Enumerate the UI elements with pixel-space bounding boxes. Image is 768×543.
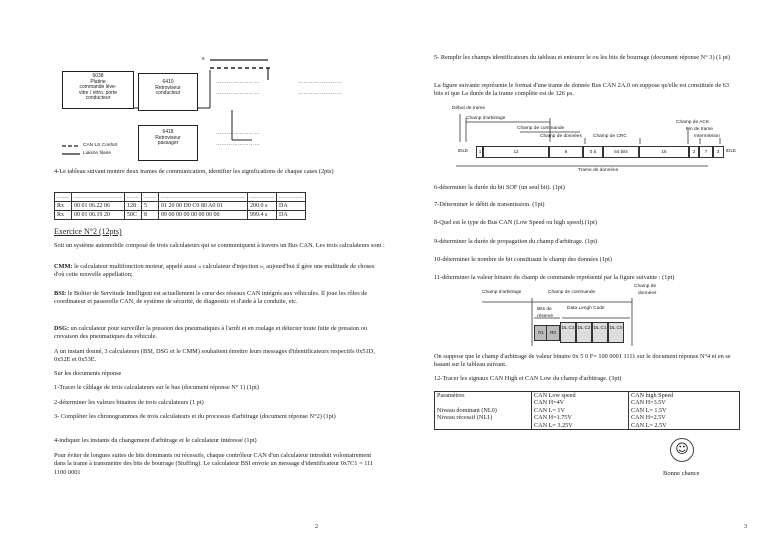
trace-cell: 50C [125, 211, 142, 220]
module-6410-line2: Retroviseur [155, 84, 181, 91]
dsg-paragraph [54, 325, 386, 342]
module-6038-line5: conducteur [85, 95, 111, 102]
label-fin-trame: Fin de trame [686, 127, 713, 132]
param-row [435, 392, 740, 430]
label-champ-donnees: Champ de données [540, 134, 582, 139]
cmd-cell-dlc1: DL C1 [592, 322, 608, 343]
high-speed-header: CAN high Speed [631, 392, 674, 399]
module-6418 [138, 125, 198, 161]
label-champ-commande: Champ de commande [517, 126, 565, 131]
trace-row [55, 211, 306, 220]
cmm-label: CMM: [54, 263, 73, 270]
param-col-labels [435, 392, 532, 430]
trace-header-row [55, 193, 306, 202]
trace-cell: Rx [55, 202, 72, 211]
dsg-text: un calculateur pour surveiller la pression des pneumatiques à l'arrêt et en roulage et détecter toute fuite de pression ou crevaison des pneumatiques du véhicule. [54, 325, 368, 341]
module-6418-line2: Retroviseur [155, 134, 181, 141]
suppose-paragraph: On suppose que le champ d'arbitrage de valeur binaire 0x 5 0 F= 100 0001 1111 sur le document réponse N°4 et en se basant sur le tableau suivant. [434, 353, 731, 369]
module-6410 [138, 73, 198, 111]
param-label-dominant: Niveau dominant (NL0) [437, 406, 497, 414]
frame-cell-crc: 16 [638, 146, 690, 158]
frame-intro: La figure suivante représente le format d'une trame de donnée Bus CAN 2A.0 on suppose qu'elle est constituée de 63 bits et que La durée de la trame complète est de 126 μs. [434, 82, 729, 98]
module-6038-line3: commande lève- [79, 84, 117, 91]
trace-cell: DA [277, 202, 306, 211]
trace-cell: 01 20 00 D0 C0 80 A0 01 [159, 202, 248, 211]
intro-paragraph: Soit un système automobile composé de trois calculateurs qui se communiquent à travers un Bus CAN. Les trois calculateurs sont : [54, 242, 385, 249]
parameter-table [434, 391, 740, 430]
trace-cell: Rx [55, 211, 72, 220]
trace-header-cell: …… [142, 193, 159, 202]
low-speed-value: CAN H=1.75V [534, 414, 572, 422]
label-champ-arbitrage: Champ d'arbitrage [466, 116, 506, 121]
module-6038-line4: vitre / rétro. porte [78, 89, 118, 96]
cmm-text: le calculateur multifonction moteur, appelé aussi « calculateur d'injection », aujourd'hui il gère une multitude de choses d'où cette nouvelle appellation; [54, 263, 375, 279]
low-speed-header: CAN Low speed [534, 392, 576, 399]
cmd-cell-dlc3: DL C3 [560, 322, 576, 343]
frame-cell-idle-end: IDLE [725, 148, 737, 153]
label-debut-trame: Début de trame [452, 106, 486, 111]
cmd-cell-r1: R1 [534, 325, 548, 341]
question-7: 7-Déterminer le débit de transmission. (1pt) [434, 201, 545, 208]
dots-6: …………………… [216, 141, 260, 147]
cmd-label-donnees-1: Champ de [634, 284, 657, 289]
question-6: 6-déterminer la durée du bit SOF (un seul bit). (1pt) [434, 184, 565, 191]
trace-cell: 999.4 s [248, 211, 277, 220]
high-speed-value: CAN H=3.5V [631, 399, 666, 407]
bsi-label: BSI: [54, 290, 67, 297]
cmm-paragraph [54, 263, 386, 280]
trace-cell: 00 01 06.19 20 [72, 211, 125, 220]
docs-line: Sur les documents réponse [54, 370, 122, 377]
stuffing-paragraph: Pour éviter de longues suites de bits dominants ou récessifs, chaque contrôleur CAN d'un calculateur introduit volontairement dans la trame à transmettre des bits de bourrage (Stuffing). Le calculateur BSI envoie un message d'identificateur 0x7C1 = 111 1100 0001 [54, 452, 374, 476]
frame-cell-data: 64 bits [602, 146, 640, 158]
trace-cell: 09 00 00 00 00 00 00 00 [159, 211, 248, 220]
frame-cell-arbitrage: 12 [482, 146, 550, 158]
question-12: 12-Tracer les signaux CAN High et CAN Low du champ d'arbitrage. (3pt) [434, 375, 622, 382]
question-4: 4-Le tableau suivant montre deux trames de communication, identifier les significations de chaque cases (2pts) [54, 168, 334, 175]
dots-2: …………………… [216, 90, 260, 96]
cmd-cell-dlc2: DL C2 [576, 322, 592, 343]
bsi-text: le Boîtier de Servitude Intelligent est actuellement le cœur des réseaux CAN intégrés aux véhicules. Il joue les rôles de coordinateur et passerelle CAN, de système de sécurité, de diagnostic et d'aide à la conduite, etc. [54, 290, 368, 306]
low-speed-value: CAN L= 1V [534, 406, 565, 414]
cmd-label-dlc: Data Lengh Code [567, 306, 605, 311]
dsg-label: DSG: [54, 325, 70, 332]
param-col-high-speed [629, 392, 740, 430]
page-number-left: 2 [315, 524, 318, 530]
question-11: 11-déterminer la valeur binaire du champ de commande représenté par la figure suivante : (1pt) [434, 274, 675, 281]
legend-wire-label: Liaison filaire [83, 151, 111, 156]
cmd-label-reserve: réservé [537, 314, 553, 319]
smiley-glyph: ☺ [675, 442, 689, 457]
question-1: 1-Tracer le câblage de trois calculateurs sur le bus (document réponse N° 1) (1pt) [54, 384, 259, 391]
question-8: 8-Quel est le type de Bus CAN (Low Speed ou high speed).(1pt) [434, 219, 597, 226]
dots-1: …………………… [216, 79, 260, 85]
module-6038 [62, 71, 134, 109]
frame-cell-eof: 7 [698, 146, 714, 158]
trace-cell: 128 [125, 202, 142, 211]
cmd-label-arbitrage: Champ d'arbitrage [482, 290, 522, 295]
label-champ-crc: Champ de CRC [593, 134, 627, 139]
trace-header-cell: …………………… [72, 193, 125, 202]
cmd-cell-r0: R0 [546, 325, 560, 341]
trace-row [55, 202, 306, 211]
trace-header-cell: …………………………………… [159, 193, 248, 202]
frame-cell-intermission: 3 [712, 146, 724, 158]
high-speed-value: CAN L= 2.5V [631, 421, 667, 429]
module-6410-line3: conducteur [155, 90, 181, 97]
cmd-cell-dlc0: DL C0 [608, 322, 624, 343]
module-6410-code: 6410 [162, 79, 174, 85]
frame-cell-sof: 1 [476, 146, 484, 158]
high-speed-value: CAN L= 1.5V [631, 406, 667, 414]
question-5: 5- Remplir les champs identificateurs du tableau et entourer le ou les bits de bourrage (document réponse N° 3) (1 pt) [434, 54, 730, 61]
frame-brackets [430, 104, 740, 174]
trace-cell: DA [277, 211, 306, 220]
param-label-recessif: Niveau récessif (NL1) [437, 414, 493, 422]
trace-header-cell: …… [55, 193, 72, 202]
question-4b: 4-indiquer les instants du changement d'arbitrage et le calculateur intéressé (1pt) [54, 437, 257, 444]
frame-cell-data-start: 0 à [582, 146, 604, 158]
label-intermission: Intermission [694, 134, 720, 139]
trace-header-cell: ………… [248, 193, 277, 202]
trace-header-cell: ………… [277, 193, 306, 202]
frame-cell-commande: 6 [548, 146, 584, 158]
trace-cell: 00 01 06.22 06 [72, 202, 125, 211]
low-speed-value: CAN H=4V [534, 399, 565, 407]
dots-5: …………………… [216, 130, 260, 136]
legend-can-label: CAN LS Confort [83, 143, 118, 148]
cmd-label-commande: Champ de commande [548, 290, 596, 295]
module-6418-line3: passager [157, 140, 179, 147]
question-9: 9-déterminer la durée de propagation du champ d'arbitrage. (1pt) [434, 238, 598, 245]
frame-cell-idle-start: IDLE [457, 148, 469, 153]
dots-4: …………………… [298, 90, 342, 96]
good-luck-text: Bonne chance [663, 470, 700, 477]
dots-3: …………………… [298, 79, 342, 85]
exercise-2-title: Exercice N°2 (12pts) [54, 227, 122, 236]
trace-cell: 8 [142, 211, 159, 220]
instant-paragraph: A un instant donné, 3 calculateurs (BSI, DSG et le CMM) souhaitent émettre leurs messages d'identificateurs respectifs 0x51D, 0x52E et 0x53E. [54, 348, 375, 364]
pin-label: 8 [202, 56, 205, 61]
frame-cell-ack: 2 [688, 146, 700, 158]
question-10: 10-déterminer le nombre de bit constituant le champ des données (1pt) [434, 256, 613, 263]
trace-cell: 200.0 s [248, 202, 277, 211]
smiley-icon [670, 438, 694, 462]
param-label-header: Paramètres [437, 392, 465, 399]
param-label-blank [437, 399, 529, 406]
question-3: 3- Compléter les chronogrammes de trois calculateurs et du processus d'arbitrage (document réponse N°2) (1pt) [54, 413, 336, 420]
high-speed-value: CAN H=2.5V [631, 414, 666, 422]
param-col-low-speed [532, 392, 629, 430]
bsi-paragraph [54, 290, 386, 307]
module-6038-line2: Platine [90, 78, 106, 85]
trace-cell: 5 [142, 202, 159, 211]
trace-header-cell: …… [125, 193, 142, 202]
question-2: 2-déterminer les valeurs binaires de trois calculateurs (1 pt) [54, 399, 204, 406]
low-speed-value: CAN L= 3.25V [534, 421, 573, 429]
label-trame-donnees: Trame de données [578, 168, 619, 173]
module-6038-code: 6038 [92, 73, 104, 79]
cmd-label-bits-de: Bits de [537, 307, 552, 312]
cmd-label-donnees-2: données [638, 291, 657, 296]
page-number-right: 3 [744, 524, 747, 530]
module-6418-code: 6418 [162, 129, 174, 135]
label-champ-ack: Champ de ACK [676, 120, 710, 125]
trace-table [54, 192, 306, 220]
